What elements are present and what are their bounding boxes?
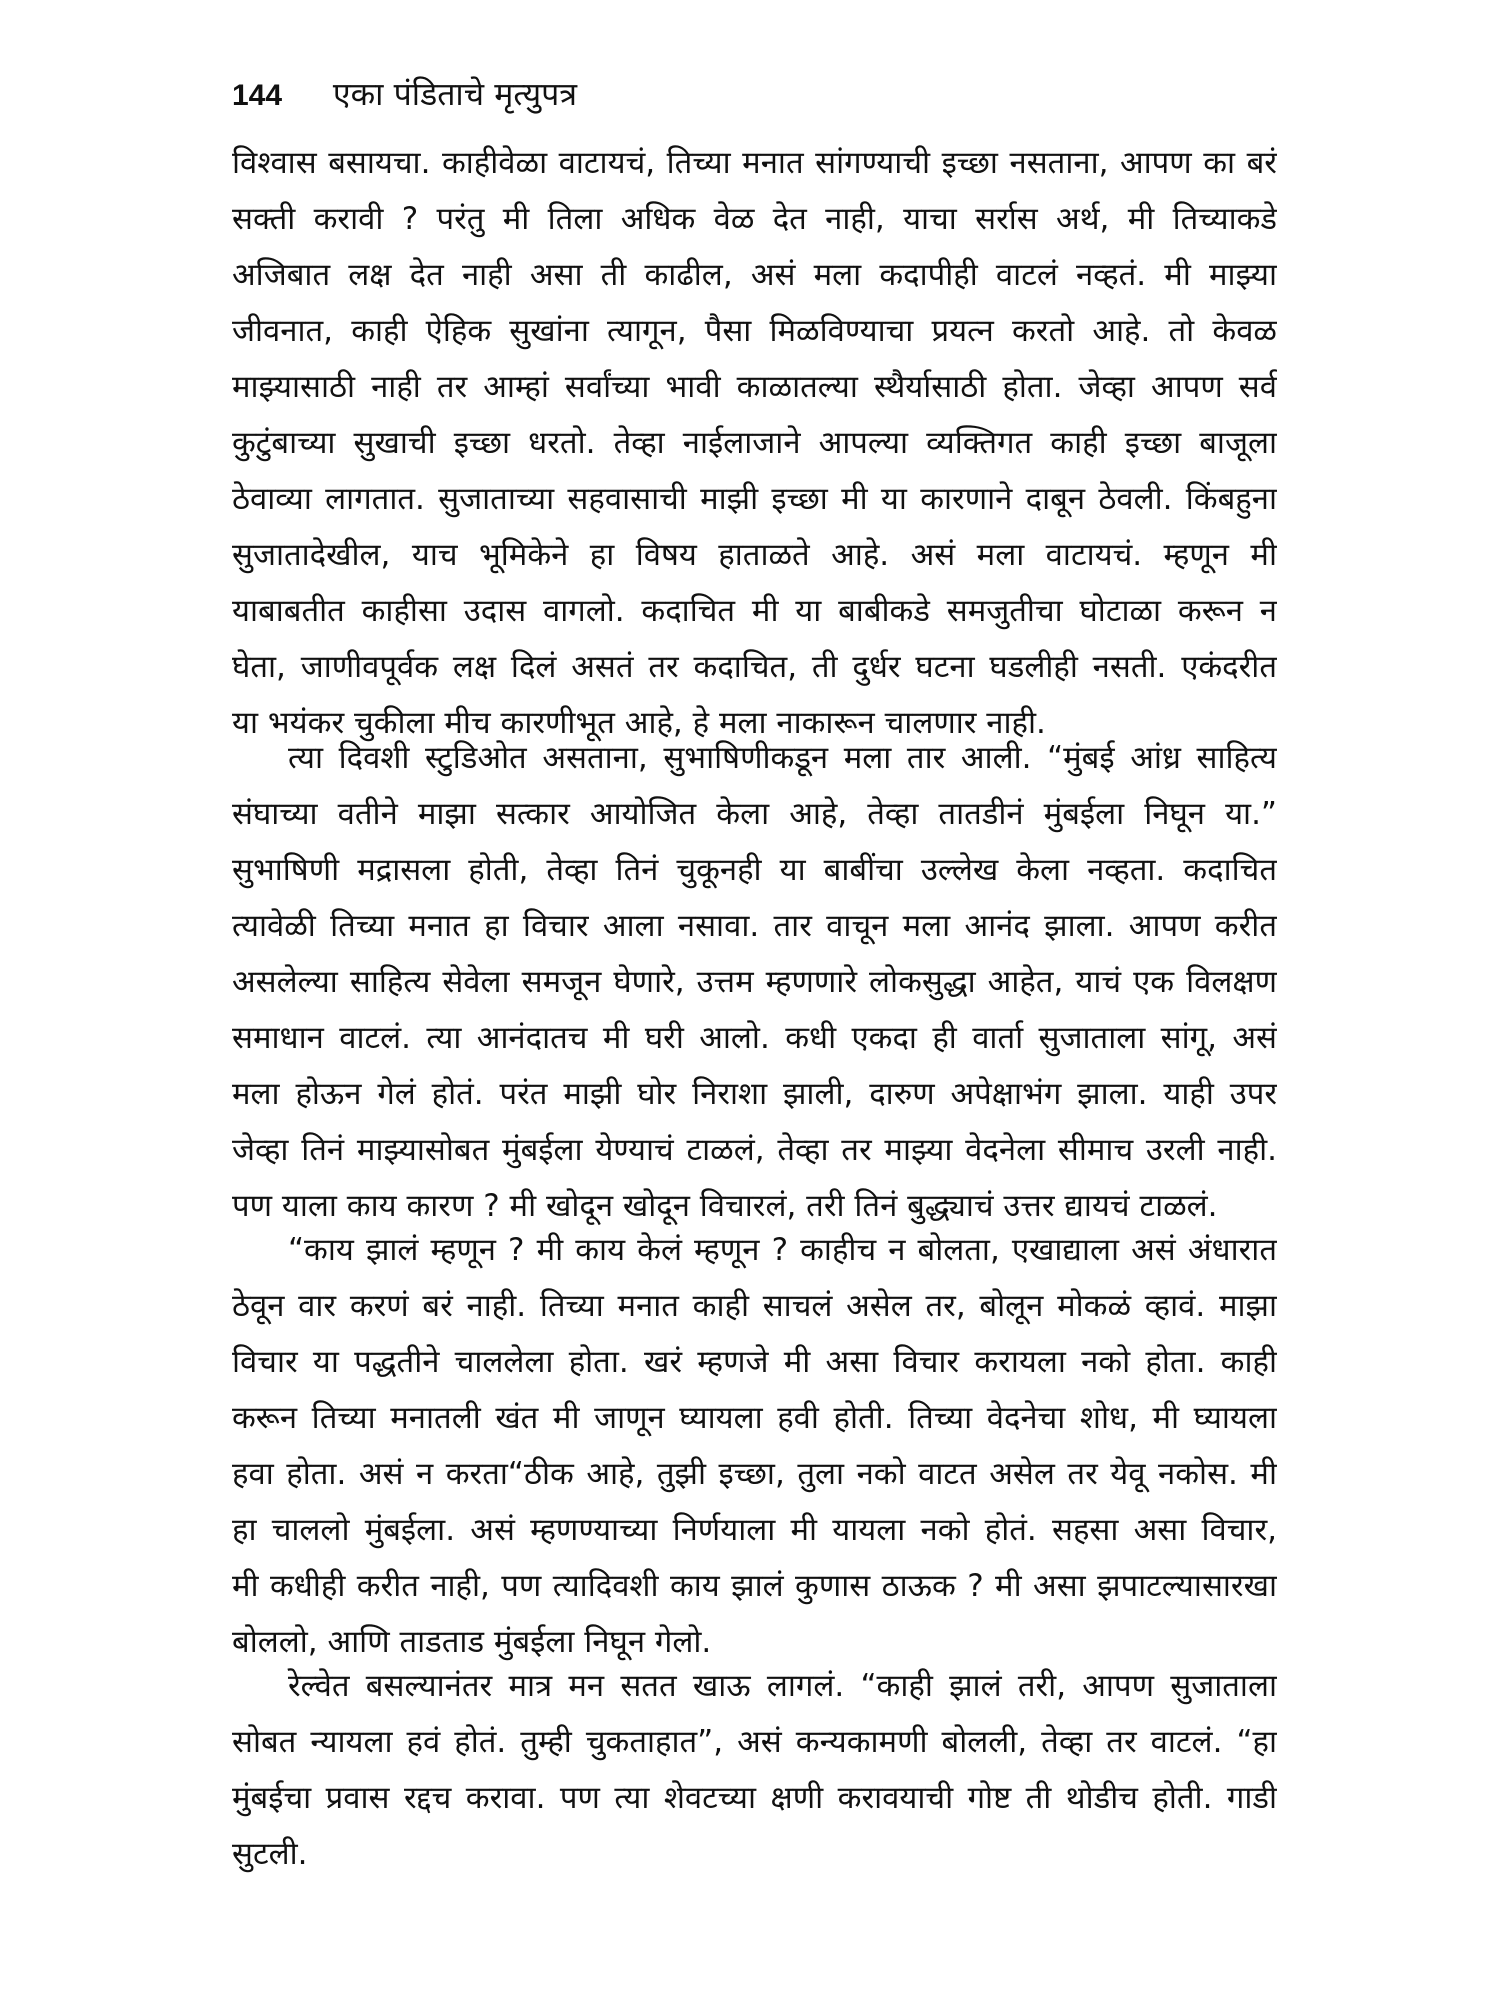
text-line: त्यावेळी तिच्या मनात हा विचार आला नसावा. तार वाचून मला आनंद झाला. आपण करीत xyxy=(232,908,1277,944)
text-line: सुभाषिणी मद्रासला होती, तेव्हा तिनं चुकूनही या बाबींचा उल्लेख केला नव्हता. कदाचित xyxy=(232,852,1277,888)
text-line: असलेल्या साहित्य सेवेला समजून घेणारे, उत्तम म्हणणारे लोकसुद्धा आहेत, याचं एक विलक्षण xyxy=(232,964,1277,1000)
text-line: घेता, जाणीवपूर्वक लक्ष दिलं असतं तर कदाचित, ती दुर्धर घटना घडलीही नसती. एकंदरीत xyxy=(232,649,1277,685)
text-line: विचार या पद्धतीने चाललेला होता. खरं म्हणजे मी असा विचार करायला नको होता. काही xyxy=(232,1344,1277,1380)
text-line: सुटली. xyxy=(232,1836,308,1872)
text-line: या भयंकर चुकीला मीच कारणीभूत आहे, हे मला नाकारून चालणार नाही. xyxy=(232,705,1046,741)
text-line: विश्वास बसायचा. काहीवेळा वाटायचं, तिच्या मनात सांगण्याची इच्छा नसताना, आपण का बरं xyxy=(232,145,1277,181)
text-line: अजिबात लक्ष देत नाही असा ती काढील, असं मला कदापीही वाटलं नव्हतं. मी माझ्या xyxy=(232,257,1277,293)
text-line: हवा होता. असं न करता“ठीक आहे, तुझी इच्छा, तुला नको वाटत असेल तर येवू नकोस. मी xyxy=(232,1456,1277,1492)
text-line: ठेवून वार करणं बरं नाही. तिच्या मनात काही साचलं असेल तर, बोलून मोकळं व्हावं. माझा xyxy=(232,1288,1277,1324)
text-line: रेल्वेत बसल्यानंतर मात्र मन सतत खाऊ लागलं. “काही झालं तरी, आपण सुजाताला xyxy=(288,1668,1277,1704)
text-line: जेव्हा तिनं माझ्यासोबत मुंबईला येण्याचं टाळलं, तेव्हा तर माझ्या वेदनेला सीमाच उरली नाही. xyxy=(232,1132,1277,1168)
page-header xyxy=(232,72,577,118)
paragraph xyxy=(232,730,1277,1234)
text-line: बोललो, आणि ताडताड मुंबईला निघून गेलो. xyxy=(232,1624,712,1660)
text-line: संघाच्या वतीने माझा सत्कार आयोजित केला आहे, तेव्हा तातडीनं मुंबईला निघून या.” xyxy=(232,796,1277,832)
text-line: त्या दिवशी स्टुडिओत असताना, सुभाषिणीकडून मला तार आली. “मुंबई आंध्र साहित्य xyxy=(288,740,1277,776)
text-line: सक्ती करावी ? परंतु मी तिला अधिक वेळ देत नाही, याचा सर्रास अर्थ, मी तिच्याकडे xyxy=(232,201,1277,237)
text-line: माझ्यासाठी नाही तर आम्हां सर्वांच्या भावी काळातल्या स्थैर्यासाठी होता. जेव्हा आपण सर्व xyxy=(232,369,1277,405)
text-line: पण याला काय कारण ? मी खोदून खोदून विचारलं, तरी तिनं बुद्ध्याचं उत्तर द्यायचं टाळलं. xyxy=(232,1188,1218,1224)
paragraph xyxy=(232,135,1277,751)
text-line: सोबत न्यायला हवं होतं. तुम्ही चुकताहात”, असं कन्यकामणी बोलली, तेव्हा तर वाटलं. “हा xyxy=(232,1724,1277,1760)
paragraph xyxy=(232,1222,1277,1670)
book-title: एका पंडिताचे मृत्युपत्र xyxy=(332,75,578,113)
text-line: याबाबतीत काहीसा उदास वागलो. कदाचित मी या बाबीकडे समजुतीचा घोटाळा करून न xyxy=(232,593,1277,629)
text-line: ठेवाव्या लागतात. सुजाताच्या सहवासाची माझी इच्छा मी या कारणाने दाबून ठेवली. किंबहुना xyxy=(232,481,1277,517)
text-line: मला होऊन गेलं होतं. परंत माझी घोर निराशा झाली, दारुण अपेक्षाभंग झाला. याही उपर xyxy=(232,1076,1277,1112)
text-line: जीवनात, काही ऐहिक सुखांना त्यागून, पैसा मिळविण्याचा प्रयत्न करतो आहे. तो केवळ xyxy=(232,313,1277,349)
text-line: हा चाललो मुंबईला. असं म्हणण्याच्या निर्णयाला मी यायला नको होतं. सहसा असा विचार, xyxy=(232,1512,1277,1548)
text-line: सुजातादेखील, याच भूमिकेने हा विषय हाताळते आहे. असं मला वाटायचं. म्हणून मी xyxy=(232,537,1277,573)
text-line: मुंबईचा प्रवास रद्दच करावा. पण त्या शेवटच्या क्षणी करावयाची गोष्ट ती थोडीच होती. गाडी xyxy=(232,1780,1277,1816)
text-line: समाधान वाटलं. त्या आनंदातच मी घरी आलो. कधी एकदा ही वार्ता सुजाताला सांगू, असं xyxy=(232,1020,1277,1056)
text-line: करून तिच्या मनातली खंत मी जाणून घ्यायला हवी होती. तिच्या वेदनेचा शोध, मी घ्यायला xyxy=(232,1400,1277,1436)
text-line: मी कधीही करीत नाही, पण त्यादिवशी काय झालं कुणास ठाऊक ? मी असा झपाटल्यासारखा xyxy=(232,1568,1277,1604)
page-number: 144 xyxy=(232,79,283,112)
text-line: कुटुंबाच्या सुखाची इच्छा धरतो. तेव्हा नाईलाजाने आपल्या व्यक्तिगत काही इच्छा बाजूला xyxy=(232,425,1277,461)
paragraph xyxy=(232,1658,1277,1882)
text-line: “काय झालं म्हणून ? मी काय केलं म्हणून ? काहीच न बोलता, एखाद्याला असं अंधारात xyxy=(288,1232,1277,1268)
